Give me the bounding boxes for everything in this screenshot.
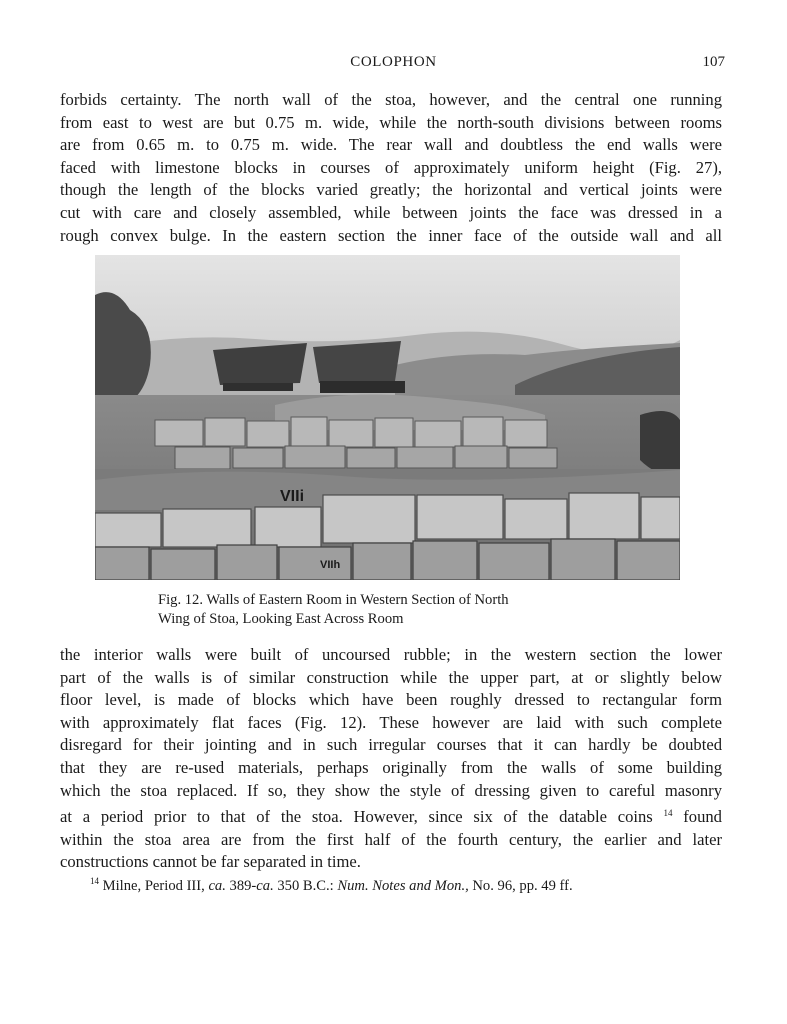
text-line: though the length of the blocks varied greatly; the horizontal and vertical joints were [60, 180, 722, 200]
figure-photograph [95, 255, 680, 580]
line-tail: found [683, 807, 722, 827]
text-line-with-note [60, 802, 722, 829]
figure-caption [158, 591, 628, 629]
footnote-ca: ca. [208, 878, 226, 894]
footnote-range: 389- [225, 878, 257, 894]
text-line: floor level, is made of blocks which have been roughly dressed to rectangular form [60, 690, 722, 710]
footnote-ca: ca. [256, 878, 274, 894]
running-head: COLOPHON [350, 54, 437, 70]
text-line: which the stoa replaced. If so, they show the style of dressing given to careful masonry [60, 780, 722, 800]
text-line: the interior walls were built of uncoursed rubble; in the western section the lower [60, 645, 722, 664]
footnote-reference: 14 [663, 808, 673, 819]
text-line: faced with limestone blocks in courses of approximately uniform height (Fig. 27), [60, 157, 722, 177]
footnote-text: Milne, Period III, [102, 878, 209, 894]
footnote-date: 350 B.C.: [273, 878, 338, 894]
footnote-tail: No. 96, pp. 49 ff. [468, 878, 573, 894]
text-line: from east to west are but 0.75 m. wide, while the north-south divisions between rooms [60, 112, 722, 132]
wall-label-viih: VIIh [320, 559, 341, 571]
wall-label-viii: VIIi [280, 488, 305, 505]
caption-line: Wing of Stoa, Looking East Across Room [158, 611, 404, 627]
text-line: part of the walls is of similar construction while the upper part, at or slightly below [60, 667, 722, 687]
text-line: rough convex bulge. In the eastern section the inner face of the outside wall and all [60, 225, 722, 245]
text-line: with approximately flat faces (Fig. 12). These however are laid with such complete [60, 712, 722, 732]
text-line: that they are re-used materials, perhaps originally from the walls of some building [60, 757, 722, 777]
body-paragraph-2 [60, 644, 722, 874]
text-line: cut with care and closely assembled, while between joints the face was dressed in a [60, 202, 722, 222]
body-paragraph-1 [60, 89, 722, 247]
cart-left [213, 343, 307, 391]
text-line: disregard for their jointing and in such irregular courses that it can hardly be doubted [60, 735, 722, 755]
caption-line: Fig. 12. Walls of Eastern Room in Western Section of North [158, 592, 509, 608]
page-number: 107 [702, 54, 725, 70]
text-line: forbids certainty. The north wall of the stoa, however, and the central one running [60, 90, 722, 109]
footnote [90, 876, 573, 895]
excavation-photo [95, 255, 680, 580]
cart-right [313, 341, 405, 393]
footnote-marker: 14 [90, 876, 99, 886]
line-text: at a period prior to that of the stoa. However, since six of the datable coins [60, 807, 653, 827]
text-line: constructions cannot be far separated in time. [60, 852, 361, 872]
footnote-journal: Num. Notes and Mon., [337, 878, 469, 894]
page-header [0, 54, 787, 78]
text-line: are from 0.65 m. to 0.75 m. wide. The rear wall and doubtless the end walls were [60, 135, 722, 155]
text-line: within the stoa area are from the first half of the fourth century, the earlier and later [60, 829, 722, 849]
